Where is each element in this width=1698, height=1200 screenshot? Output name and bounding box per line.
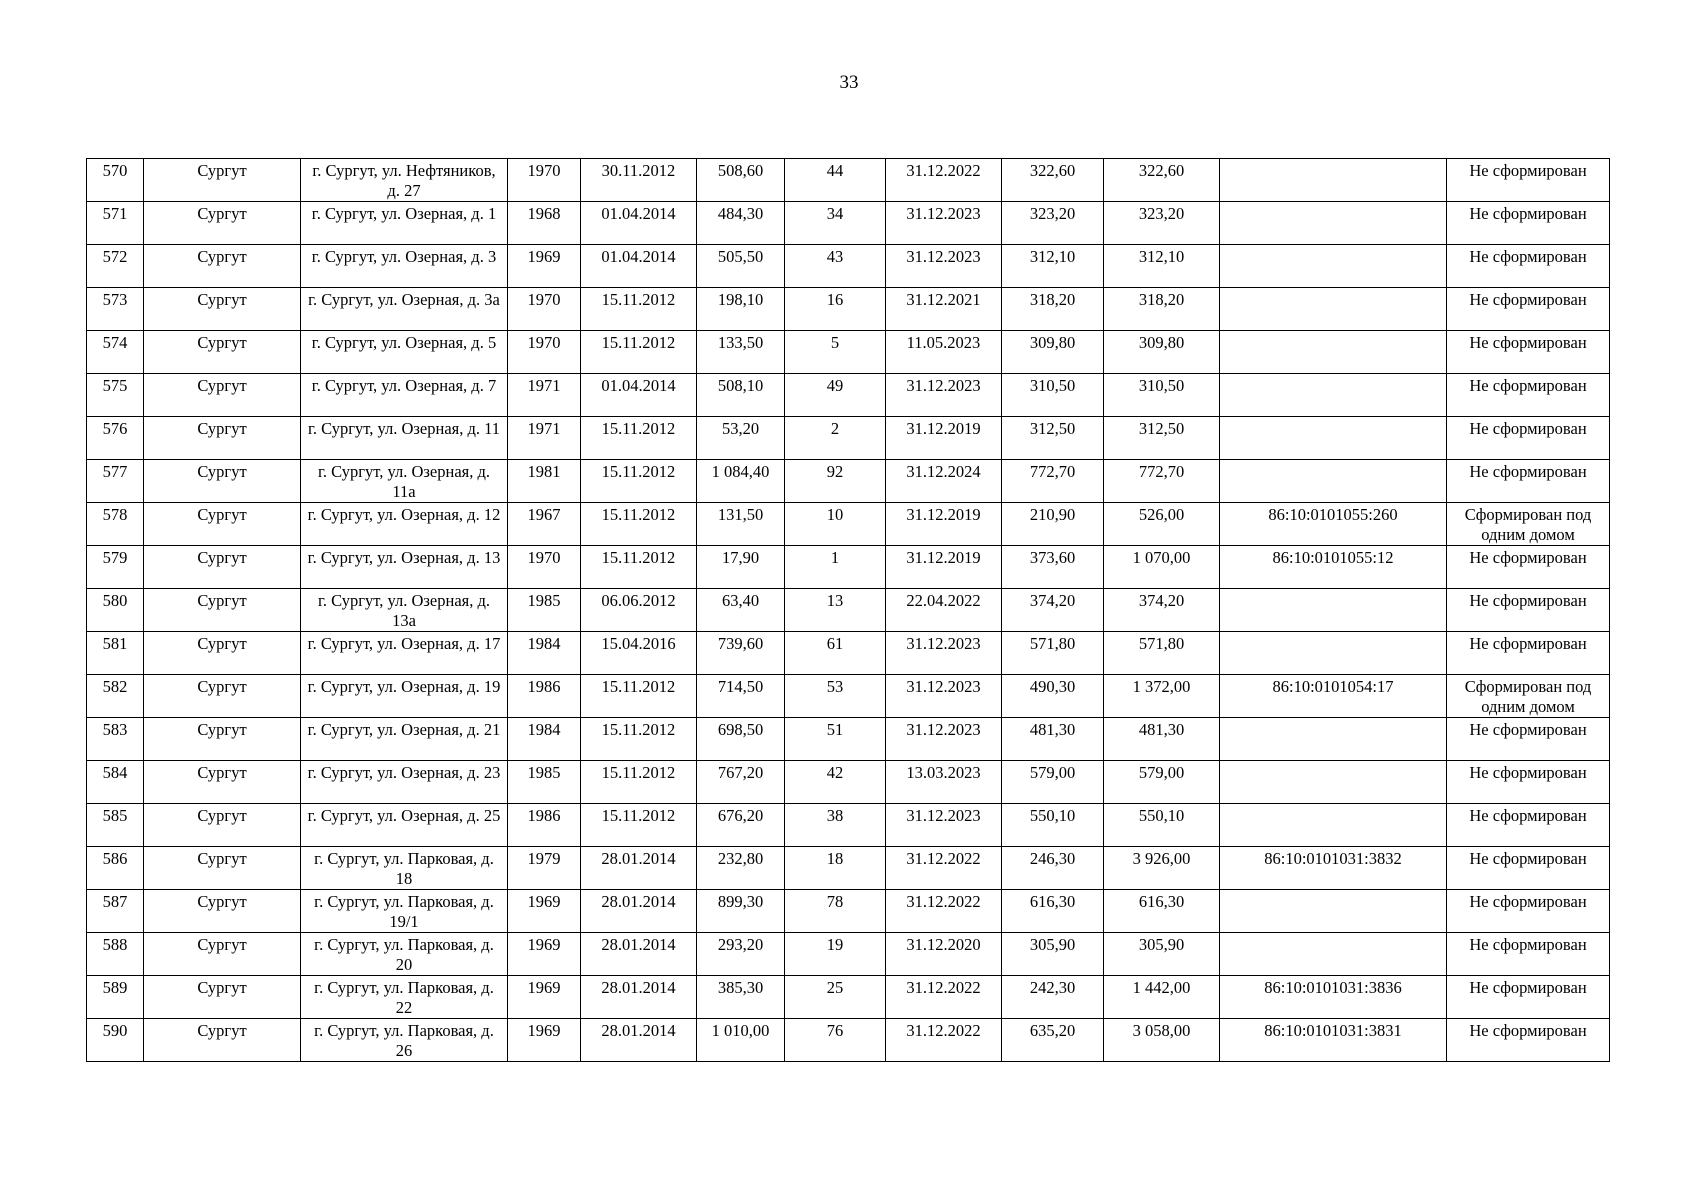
cell-status: Не сформирован [1447,1019,1610,1062]
cell-city: Сургут [144,933,301,976]
cell-land-area: 526,00 [1104,503,1220,546]
cell-date: 28.01.2014 [581,847,697,890]
cell-residents: 19 [785,933,886,976]
cell-residents: 13 [785,589,886,632]
cell-address: г. Сургут, ул. Парковая, д. 22 [301,976,508,1019]
cell-year: 1970 [508,331,581,374]
cell-cadastral-number: 86:10:0101031:3832 [1220,847,1447,890]
cell-address: г. Сургут, ул. Озерная, д. 1 [301,202,508,245]
cell-address: г. Сургут, ул. Озерная, д. 25 [301,804,508,847]
cell-cadastral-number [1220,245,1447,288]
table-row [87,675,1610,718]
cell-deadline: 31.12.2022 [886,976,1002,1019]
cell-deadline: 31.12.2023 [886,718,1002,761]
cell-year: 1986 [508,675,581,718]
cell-land-area: 550,10 [1104,804,1220,847]
cell-cadastral-number [1220,202,1447,245]
cell-city: Сургут [144,847,301,890]
cell-cadastral-number: 86:10:0101054:17 [1220,675,1447,718]
cell-land-area: 312,10 [1104,245,1220,288]
cell-status: Не сформирован [1447,245,1610,288]
cell-deadline: 22.04.2022 [886,589,1002,632]
cell-land-area: 305,90 [1104,933,1220,976]
cell-land-area: 312,50 [1104,417,1220,460]
cell-date: 28.01.2014 [581,1019,697,1062]
cell-residents: 51 [785,718,886,761]
cell-area: 505,50 [697,245,785,288]
cell-area-2: 579,00 [1002,761,1104,804]
cell-cadastral-number: 86:10:0101031:3836 [1220,976,1447,1019]
cell-area: 133,50 [697,331,785,374]
cell-area-2: 312,10 [1002,245,1104,288]
cell-deadline: 31.12.2023 [886,804,1002,847]
cell-residents: 61 [785,632,886,675]
cell-row-number: 579 [87,546,144,589]
cell-year: 1970 [508,288,581,331]
cell-address: г. Сургут, ул. Озерная, д. 5 [301,331,508,374]
cell-status: Не сформирован [1447,546,1610,589]
table-row [87,331,1610,374]
cell-area: 508,60 [697,159,785,202]
cell-cadastral-number [1220,589,1447,632]
cell-land-area: 772,70 [1104,460,1220,503]
cell-cadastral-number [1220,933,1447,976]
cell-row-number: 572 [87,245,144,288]
cell-row-number: 584 [87,761,144,804]
cell-row-number: 585 [87,804,144,847]
cell-date: 15.11.2012 [581,417,697,460]
cell-year: 1981 [508,460,581,503]
cell-residents: 38 [785,804,886,847]
cell-area: 1 084,40 [697,460,785,503]
cell-year: 1984 [508,632,581,675]
cell-city: Сургут [144,331,301,374]
cell-area-2: 635,20 [1002,1019,1104,1062]
cell-land-area: 579,00 [1104,761,1220,804]
cell-area: 767,20 [697,761,785,804]
cell-area: 131,50 [697,503,785,546]
table-row [87,417,1610,460]
cell-residents: 49 [785,374,886,417]
table-row [87,460,1610,503]
cell-date: 15.04.2016 [581,632,697,675]
cell-row-number: 587 [87,890,144,933]
cell-deadline: 31.12.2023 [886,245,1002,288]
cell-address: г. Сургут, ул. Парковая, д. 20 [301,933,508,976]
cell-area-2: 323,20 [1002,202,1104,245]
cell-date: 01.04.2014 [581,374,697,417]
cell-area: 17,90 [697,546,785,589]
cell-row-number: 576 [87,417,144,460]
cell-address: г. Сургут, ул. Озерная, д. 3 [301,245,508,288]
cell-cadastral-number [1220,417,1447,460]
table-row [87,503,1610,546]
table-row [87,718,1610,761]
table-body [87,159,1610,1062]
cell-city: Сургут [144,761,301,804]
cell-area-2: 373,60 [1002,546,1104,589]
table-row [87,202,1610,245]
cell-row-number: 580 [87,589,144,632]
cell-deadline: 13.03.2023 [886,761,1002,804]
cell-area: 385,30 [697,976,785,1019]
cell-year: 1969 [508,1019,581,1062]
cell-area-2: 490,30 [1002,675,1104,718]
cell-deadline: 31.12.2022 [886,159,1002,202]
cell-address: г. Сургут, ул. Озерная, д. 17 [301,632,508,675]
cell-deadline: 31.12.2020 [886,933,1002,976]
cell-city: Сургут [144,503,301,546]
cell-address: г. Сургут, ул. Озерная, д. 13 [301,546,508,589]
cell-area: 508,10 [697,374,785,417]
cell-land-area: 1 442,00 [1104,976,1220,1019]
cell-land-area: 3 926,00 [1104,847,1220,890]
cell-date: 15.11.2012 [581,503,697,546]
cell-area-2: 481,30 [1002,718,1104,761]
cell-land-area: 481,30 [1104,718,1220,761]
cell-year: 1971 [508,374,581,417]
cell-address: г. Сургут, ул. Озерная, д. 21 [301,718,508,761]
page-number: 33 [839,72,859,93]
cell-area-2: 210,90 [1002,503,1104,546]
cell-row-number: 586 [87,847,144,890]
cell-area-2: 246,30 [1002,847,1104,890]
cell-city: Сургут [144,718,301,761]
cell-address: г. Сургут, ул. Озерная, д. 3а [301,288,508,331]
cell-area-2: 312,50 [1002,417,1104,460]
cell-area-2: 242,30 [1002,976,1104,1019]
cell-area-2: 374,20 [1002,589,1104,632]
cell-cadastral-number: 86:10:0101055:12 [1220,546,1447,589]
cell-status: Не сформирован [1447,847,1610,890]
cell-row-number: 582 [87,675,144,718]
cell-address: г. Сургут, ул. Парковая, д. 18 [301,847,508,890]
cell-year: 1979 [508,847,581,890]
cell-address: г. Сургут, ул. Озерная, д. 13а [301,589,508,632]
cell-area: 53,20 [697,417,785,460]
cell-address: г. Сургут, ул. Озерная, д. 7 [301,374,508,417]
cell-status: Не сформирован [1447,589,1610,632]
cell-residents: 2 [785,417,886,460]
cell-city: Сургут [144,675,301,718]
cell-land-area: 323,20 [1104,202,1220,245]
table-row [87,847,1610,890]
cell-cadastral-number [1220,288,1447,331]
cell-date: 15.11.2012 [581,761,697,804]
cell-city: Сургут [144,976,301,1019]
cell-row-number: 570 [87,159,144,202]
cell-area-2: 305,90 [1002,933,1104,976]
cell-status: Не сформирован [1447,288,1610,331]
cell-date: 15.11.2012 [581,331,697,374]
cell-year: 1969 [508,976,581,1019]
table-row [87,890,1610,933]
cell-row-number: 581 [87,632,144,675]
cell-city: Сургут [144,804,301,847]
cell-status: Не сформирован [1447,976,1610,1019]
cell-area: 232,80 [697,847,785,890]
cell-cadastral-number [1220,331,1447,374]
table-row [87,976,1610,1019]
cell-residents: 1 [785,546,886,589]
cell-address: г. Сургут, ул. Нефтяников, д. 27 [301,159,508,202]
cell-residents: 43 [785,245,886,288]
cell-deadline: 11.05.2023 [886,331,1002,374]
cell-address: г. Сургут, ул. Озерная, д. 19 [301,675,508,718]
cell-deadline: 31.12.2023 [886,374,1002,417]
cell-year: 1969 [508,890,581,933]
cell-cadastral-number: 86:10:0101055:260 [1220,503,1447,546]
cell-area-2: 772,70 [1002,460,1104,503]
cell-deadline: 31.12.2022 [886,847,1002,890]
cell-residents: 92 [785,460,886,503]
cell-land-area: 374,20 [1104,589,1220,632]
cell-row-number: 589 [87,976,144,1019]
cell-status: Сформирован под одним домом [1447,675,1610,718]
cell-area: 484,30 [697,202,785,245]
cell-deadline: 31.12.2022 [886,890,1002,933]
cell-area: 293,20 [697,933,785,976]
cell-residents: 16 [785,288,886,331]
cell-year: 1967 [508,503,581,546]
cell-status: Не сформирован [1447,159,1610,202]
cell-deadline: 31.12.2019 [886,503,1002,546]
cell-area: 714,50 [697,675,785,718]
cell-area-2: 309,80 [1002,331,1104,374]
cell-status: Не сформирован [1447,374,1610,417]
cell-row-number: 575 [87,374,144,417]
cell-year: 1985 [508,589,581,632]
table-row [87,933,1610,976]
cell-city: Сургут [144,417,301,460]
cell-deadline: 31.12.2019 [886,546,1002,589]
cell-date: 06.06.2012 [581,589,697,632]
cell-land-area: 616,30 [1104,890,1220,933]
cell-land-area: 1 070,00 [1104,546,1220,589]
cell-city: Сургут [144,202,301,245]
cell-residents: 34 [785,202,886,245]
cell-year: 1970 [508,546,581,589]
cell-year: 1968 [508,202,581,245]
cell-status: Не сформирован [1447,202,1610,245]
cell-row-number: 583 [87,718,144,761]
cell-city: Сургут [144,159,301,202]
cell-city: Сургут [144,1019,301,1062]
cell-land-area: 322,60 [1104,159,1220,202]
cell-city: Сургут [144,890,301,933]
cell-address: г. Сургут, ул. Парковая, д. 26 [301,1019,508,1062]
cell-year: 1970 [508,159,581,202]
table-row [87,804,1610,847]
cell-city: Сургут [144,245,301,288]
cell-address: г. Сургут, ул. Озерная, д. 11 [301,417,508,460]
cell-date: 15.11.2012 [581,675,697,718]
cell-row-number: 578 [87,503,144,546]
cell-city: Сургут [144,632,301,675]
cell-status: Не сформирован [1447,804,1610,847]
table-row [87,1019,1610,1062]
cell-year: 1985 [508,761,581,804]
cell-deadline: 31.12.2023 [886,632,1002,675]
cell-area: 63,40 [697,589,785,632]
table-row [87,761,1610,804]
cell-residents: 5 [785,331,886,374]
cell-cadastral-number [1220,374,1447,417]
cell-cadastral-number [1220,890,1447,933]
cell-area: 676,20 [697,804,785,847]
cell-date: 28.01.2014 [581,890,697,933]
table-row [87,159,1610,202]
cell-status: Не сформирован [1447,718,1610,761]
cell-residents: 25 [785,976,886,1019]
cell-address: г. Сургут, ул. Озерная, д. 23 [301,761,508,804]
cell-row-number: 588 [87,933,144,976]
cell-date: 01.04.2014 [581,202,697,245]
cell-date: 15.11.2012 [581,288,697,331]
cell-city: Сургут [144,546,301,589]
cell-year: 1969 [508,245,581,288]
cell-year: 1984 [508,718,581,761]
cell-date: 28.01.2014 [581,976,697,1019]
cell-land-area: 318,20 [1104,288,1220,331]
cell-city: Сургут [144,589,301,632]
cell-residents: 76 [785,1019,886,1062]
cell-deadline: 31.12.2023 [886,202,1002,245]
cell-year: 1971 [508,417,581,460]
cell-status: Не сформирован [1447,761,1610,804]
cell-status: Сформирован под одним домом [1447,503,1610,546]
cell-area: 899,30 [697,890,785,933]
housing-registry-table [86,158,1610,1062]
cell-status: Не сформирован [1447,331,1610,374]
cell-year: 1969 [508,933,581,976]
cell-residents: 53 [785,675,886,718]
cell-row-number: 571 [87,202,144,245]
cell-cadastral-number [1220,761,1447,804]
cell-deadline: 31.12.2022 [886,1019,1002,1062]
cell-area-2: 550,10 [1002,804,1104,847]
cell-area-2: 616,30 [1002,890,1104,933]
cell-status: Не сформирован [1447,460,1610,503]
cell-address: г. Сургут, ул. Парковая, д. 19/1 [301,890,508,933]
cell-land-area: 1 372,00 [1104,675,1220,718]
cell-row-number: 590 [87,1019,144,1062]
cell-status: Не сформирован [1447,417,1610,460]
cell-status: Не сформирован [1447,632,1610,675]
cell-status: Не сформирован [1447,933,1610,976]
cell-row-number: 577 [87,460,144,503]
table-row [87,374,1610,417]
cell-area-2: 310,50 [1002,374,1104,417]
cell-land-area: 310,50 [1104,374,1220,417]
cell-status: Не сформирован [1447,890,1610,933]
cell-date: 01.04.2014 [581,245,697,288]
cell-deadline: 31.12.2019 [886,417,1002,460]
cell-residents: 44 [785,159,886,202]
cell-area: 698,50 [697,718,785,761]
cell-area: 739,60 [697,632,785,675]
cell-row-number: 574 [87,331,144,374]
cell-area: 1 010,00 [697,1019,785,1062]
cell-area-2: 318,20 [1002,288,1104,331]
table-row [87,288,1610,331]
cell-date: 15.11.2012 [581,460,697,503]
table-row [87,632,1610,675]
cell-cadastral-number [1220,159,1447,202]
cell-residents: 42 [785,761,886,804]
cell-land-area: 3 058,00 [1104,1019,1220,1062]
cell-year: 1986 [508,804,581,847]
cell-address: г. Сургут, ул. Озерная, д. 12 [301,503,508,546]
cell-date: 15.11.2012 [581,546,697,589]
cell-deadline: 31.12.2024 [886,460,1002,503]
table-row [87,589,1610,632]
cell-cadastral-number [1220,804,1447,847]
cell-land-area: 309,80 [1104,331,1220,374]
cell-address: г. Сургут, ул. Озерная, д. 11а [301,460,508,503]
cell-cadastral-number [1220,718,1447,761]
cell-date: 28.01.2014 [581,933,697,976]
table-row [87,546,1610,589]
cell-residents: 10 [785,503,886,546]
cell-city: Сургут [144,374,301,417]
cell-date: 15.11.2012 [581,804,697,847]
cell-cadastral-number: 86:10:0101031:3831 [1220,1019,1447,1062]
cell-date: 30.11.2012 [581,159,697,202]
cell-cadastral-number [1220,632,1447,675]
cell-area-2: 322,60 [1002,159,1104,202]
cell-residents: 18 [785,847,886,890]
cell-land-area: 571,80 [1104,632,1220,675]
cell-deadline: 31.12.2023 [886,675,1002,718]
cell-cadastral-number [1220,460,1447,503]
cell-deadline: 31.12.2021 [886,288,1002,331]
table-row [87,245,1610,288]
cell-area-2: 571,80 [1002,632,1104,675]
cell-area: 198,10 [697,288,785,331]
cell-row-number: 573 [87,288,144,331]
cell-date: 15.11.2012 [581,718,697,761]
cell-city: Сургут [144,288,301,331]
cell-residents: 78 [785,890,886,933]
cell-city: Сургут [144,460,301,503]
